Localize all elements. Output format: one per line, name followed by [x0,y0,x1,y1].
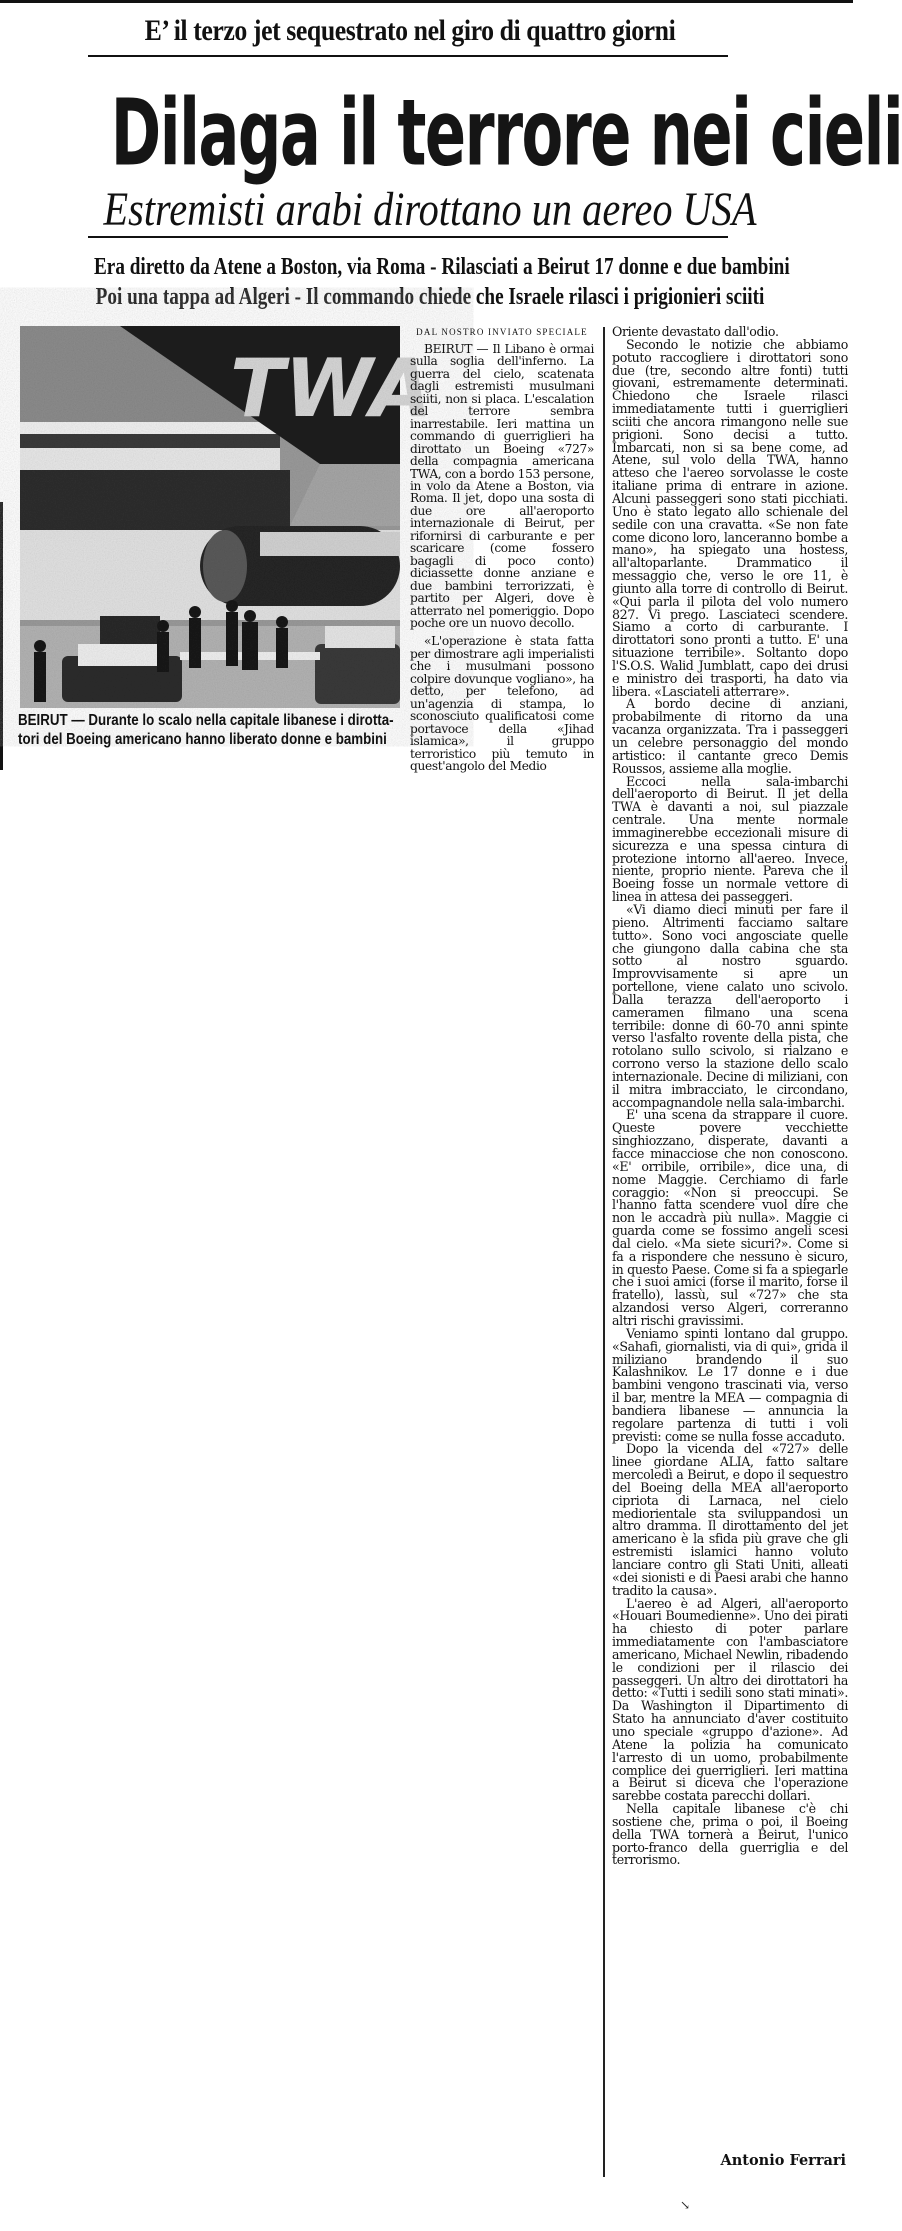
paragraph: L'aereo è ad Algeri, all'aeroporto «Houari Boumedienne». Uno dei pirati ha chiesto di poter parlare immediatamente con l'ambasciatore americano, Michael Newlin, ribadendo le condizioni per il rilascio dei passeggeri. Un altro dei dirottatori ha detto: «Tutti i sedili sono stati minati». Da Washington il Dipartimento di Stato ha annunciato d'aver costituito uno speciale «gruppo d'azione». Ad Atene la polizia ha comunicato l'arresto di un uomo, probabilmente complice dei guerriglieri. Ieri mattina a Beirut si diceva che l'operazione sarebbe costata parecchi dollari. [612,1595,849,1804]
photo-caption [18,711,394,749]
headline: Dilaga il terrore nei cieli [110,79,902,187]
paragraph: «Vi diamo dieci minuti per fare il pieno. Altrimenti facciamo saltare tutto». Sono voci angosciate quelle che giungono dalla cabina che sta sotto al nostro sguardo. Improvvisamente si apre un portellone, viene calato uno scivolo. Dalla terazza dell'aeroporto i cameramen filmano una scena terribile: donne di 60-70 anni spinte verso l'asfalto rovente della pista, che rotolano sullo scivolo, si rialzano e corrono verso la stazione dello scalo internazionale. Decine di miliziani, con il mitra imbracciato, le circondano, accompagnandole nella sala-imbarchi. [612,901,848,1110]
top-border-rule [0,0,853,3]
byline: Antonio Ferrari [720,2152,846,2169]
subheadline-underline [88,236,728,238]
twa-logo: TWA [230,342,432,435]
kicker: E’ il terzo jet sequestrato nel giro di quattro giorni [144,14,676,47]
paragraph: E' una scena da strappare il cuore. Queste povere vecchiette singhiozzano, disperate, davanti a facce minacciose che non conoscono. «E' orribile, orribile», dice una, di nome Maggie. Cerchiamo di farle coraggio: «Non si preoccupi. Se l'hanno fatta scendere vuol dire che non le accadrà più nulla». Maggie ci guarda come se fossimo angeli scesi dal cielo. «Ma siete sicuri?». Come si fa a rispondere che nessuno è sicuro, in questo Paese. Come si fa a spiegarle che i suoi amici (forse il marito, forse il fratello), lassù, sul «727» che sta alzandosi verso Algeri, correranno altri rischi gravissimi. [612,1107,848,1328]
article-column-right [612,326,848,1867]
caption-line: BEIRUT — Durante lo scalo nella capitale libanese i dirotta- [18,712,394,729]
paragraph: Nella capitale libanese c'è chi sostiene che, prima o poi, il Boeing della TWA tornerà a Beirut, l'unico porto-franco della guerriglia e del terrorismo. [612,1801,848,1868]
photo-illustration [20,326,432,708]
deck-line: Era diretto da Atene a Boston, via Roma - Rilasciati a Beirut 17 donne e due bambini [94,254,790,280]
deck [94,252,790,312]
article-column-middle [410,343,594,772]
paragraph: BEIRUT — Il Libano è ormai sulla soglia dell'inferno. La guerra del cielo, scatenata dagli estremisti musulmani sciiti, non si placa. L'escalation del terrore sembra inarrestabile. Ieri mattina un commando di guerriglieri ha dirottato un Boeing «727» della compagnia americana TWA, con a bordo 153 persone, in volo da Atene a Boston, via Roma. Il jet, dopo una sosta di due ore all'aeroporto internazionale di Beirut, per rifornirsi di carburante e per scaricare (come fossero bagagli di poco conto) diciassette donne anziane e due bambini terrorizzati, è partito per Algeri, dove è atterrato nel pomeriggio. Dopo poche ore un nuovo decollo. [410,342,594,630]
paragraph: Secondo le notizie che abbiamo potuto raccogliere i dirottatori sono due (tre, secondo altre fonti) tutti giovani, estremamente determinati. Chiedono che Israele rilasci immediatamente tutti i guerriglieri sciiti che ancora rimangono nelle sue prigioni. Sono decisi a tutto. Imbarcati, non si sa bene come, ad Atene, sul volo della TWA, hanno atteso che l'aereo sorvolasse le coste italiane prima di entrare in azione. Alcuni passeggeri sono stati picchiati. Uno è stato legato allo schienale del sedile con una cravatta. «Se non fate come dicono loro, lanceranno bombe a mano», ha spiegato una hostess, all'altoparlante. Drammatico il messaggio che, verso le ore 11, è giunto alla torre di controllo di Beirut. «Qui parla il pilota del volo numero 827. Vi prego. Lasciateci scendere. Siamo a corto di carburante. I dirottatori sono pronti a tutto. E' una situazione terribile». Soltanto dopo l'S.O.S. Walid Jumblatt, capo dei drusi e ministro dei trasporti, ha dato via libera. «Lasciateli atterrare». [612,336,848,699]
dateline: DAL NOSTRO INVIATO SPECIALE [416,327,588,337]
kicker-underline [88,55,728,57]
paragraph: Dopo la vicenda del «727» delle linee giordane ALIA, fatto saltare mercoledì a Beirut, e dopo il sequestro del Boeing della MEA all'aeroporto cipriota di Larnaca, nel cielo mediorientale sta sviluppandosi un altro dramma. Il dirottamento del jet americano è la sfida più grave che gli estremisti islamici hanno voluto lanciare contro gli Stati Uniti, alleati «dei sionisti e di Paesi arabi che hanno tradito la causa». [612,1441,848,1598]
caption-line: tori del Boeing americano hanno liberato donne e bambini [18,731,387,748]
subheadline: Estremisti arabi dirottano un aereo USA [103,183,757,236]
paragraph: Eccoci nella sala-imbarchi dell'aeroporto di Beirut. Il jet della TWA è davanti a noi, sul piazzale centrale. Una mente normale immaginerebbe eccezionali misure di sicurezza e una spessa cintura di protezione intorno all'aereo. Invece, niente, proprio niente. Pareva che il Boeing fosse un normale vettore di linea in attesa dei passeggeri. [612,773,848,905]
left-edge-rule [0,502,3,770]
paragraph: A bordo decine di anziani, probabilmente di ritorno da una vacanza organizzata. Tra i passeggeri un celebre personaggio del mondo artistico: il cantante greco Demis Roussos, assieme alla moglie. [612,696,848,776]
news-photo-twa-jet [20,326,432,708]
paragraph: Oriente devastato dall'odio. [612,324,779,339]
column-divider-rule [603,327,605,2177]
print-mark-icon: ↘ [680,2198,691,2212]
deck-line: Poi una tappa ad Algeri - Il commando chiede che Israele rilasci i prigionieri sciiti [95,284,765,310]
paragraph: «L'operazione è stata fatta per dimostrare agli imperialisti che i musulmani possono colpire dovunque vogliano», ha detto, per telefono, ad un'agenzia di stampa, lo sconosciuto qualificatosi come portavoce della «Jihad islamica», il gruppo terroristico più temuto in quest'angolo del Medio [410,634,594,773]
paragraph: Veniamo spinti lontano dal gruppo. «Sahafi, giornalisti, via di qui», grida il miliziano brandendo il suo Kalashnikov. Le 17 donne e i due bambini vengono trascinati via, verso il bar, mentre la MEA — compagnia di bandiera libanese — annuncia la regolare partenza di tutti i voli previsti: come se nulla fosse accaduto. [612,1325,848,1444]
